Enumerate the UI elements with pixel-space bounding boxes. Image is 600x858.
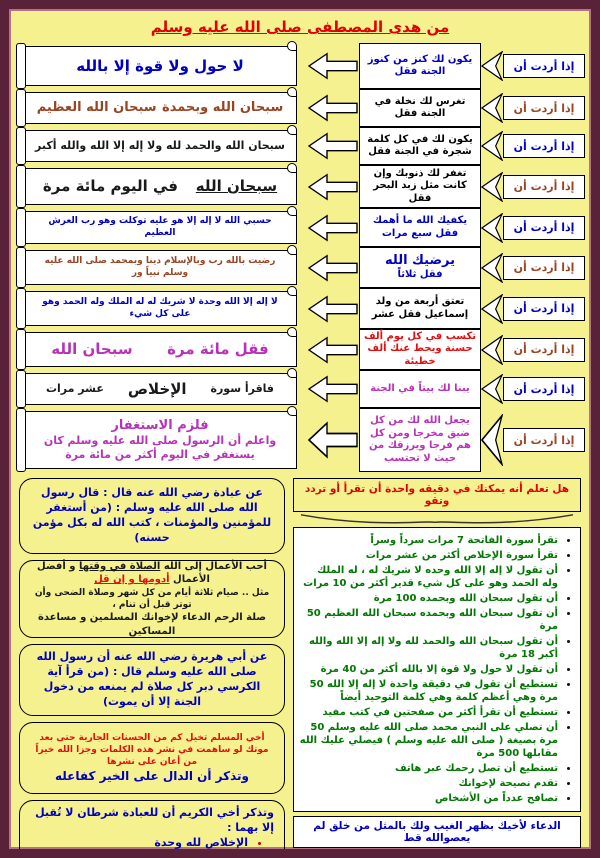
condition-text: يكون لك في كل كلمة شجرة في الجنة فقل bbox=[367, 133, 473, 157]
conditions-header: وتذكر أخي الكريم أن للعبادة شرطان لا تُقبل إلا بهما : bbox=[35, 806, 274, 835]
quotes-column bbox=[19, 478, 285, 858]
wish-label: إذا أردت أن bbox=[503, 54, 585, 78]
dhikr-part: في اليوم مائة مرة bbox=[42, 177, 178, 196]
wish-label: إذا أردت أن bbox=[503, 428, 585, 452]
quote-part: و أفضل الأعمال bbox=[37, 560, 210, 586]
condition-box bbox=[359, 127, 481, 165]
block-arrow-left-icon bbox=[307, 171, 359, 203]
list-item: • متابعة النبي عليه الصلاة والسلام bbox=[30, 851, 248, 858]
quote-box-share-reward bbox=[19, 722, 285, 794]
block-arrow-left-icon bbox=[307, 293, 359, 325]
dhikr-text bbox=[34, 340, 286, 359]
wish-label: إذا أردت أن bbox=[503, 96, 585, 120]
quote-box-istighfar bbox=[19, 478, 285, 554]
dhikr-part: سبحان الله bbox=[195, 177, 278, 196]
wishes-diagram bbox=[9, 41, 591, 472]
list-item: • تستطيع أن تصل رحمك عبر هاتف bbox=[298, 762, 558, 775]
dhikr-title: فلزم الاستغفار bbox=[111, 418, 209, 434]
list-item: • تستطيع أن تقرأ أكثر من صفحتين في كتب مفيد bbox=[298, 706, 558, 719]
dhikr-scroll bbox=[23, 92, 297, 124]
arrowhead-left-icon bbox=[481, 374, 503, 404]
wish-label: إذا أردت أن bbox=[503, 338, 585, 362]
wish-label: إذا أردت أن bbox=[503, 377, 585, 401]
condition-box bbox=[359, 165, 481, 208]
condition-text: تغفر لك ذنوبك وإن كانت مثل زبد البحر فقل bbox=[373, 167, 467, 204]
wish-label-box bbox=[481, 288, 585, 329]
dhikr-scroll bbox=[23, 250, 297, 285]
diagram-row bbox=[19, 329, 585, 370]
condition-text: يكفيك الله ما أهمك فقل سبع مرات bbox=[372, 215, 468, 239]
arrowhead-left-icon bbox=[481, 414, 503, 466]
dhikr-scroll bbox=[23, 211, 297, 244]
dhikr-scroll bbox=[23, 332, 297, 367]
wish-label: إذا أردت أن bbox=[503, 134, 585, 158]
block-arrow-left-icon bbox=[307, 50, 359, 82]
list-item: • الإخلاص لله وحدة bbox=[30, 836, 248, 851]
quote-line bbox=[30, 560, 274, 587]
quote-part: أدومها و إن قل bbox=[94, 574, 170, 586]
block-arrow-left-icon bbox=[307, 92, 359, 124]
condition-text: تعتق أربعة من ولد إسماعيل فقل عشر bbox=[371, 296, 469, 320]
dhikr-scroll bbox=[23, 46, 297, 86]
bottom-section bbox=[9, 472, 591, 858]
dhikr-text bbox=[34, 380, 286, 399]
did-you-know-header: هل تعلم أنه يمكنك في دقيقه واحدة أن تقرأ أو تردد وتقو bbox=[293, 478, 581, 512]
block-arrow-left-icon bbox=[307, 334, 359, 366]
wish-label: إذا أردت أن bbox=[503, 256, 585, 280]
quote-text: عن أبي هريرة رضي الله عنه أن رسول الله صلى الله عليه وسلم قال : (من قرأ آية الكرسي دبر كل صلاة لم يمنعه من دخول الجنة إلا أن يموت) bbox=[36, 650, 268, 708]
one-minute-list bbox=[298, 534, 572, 805]
quote-line: صلة الرحم الدعاء لإخوانك المسلمين و مساعدة المساكين bbox=[37, 612, 266, 637]
footer-banner: الدعاء لأخيك بظهر الغيب ولك بالمثل من خلق لم يعصوالله قط bbox=[293, 816, 581, 848]
dhikr-text: لا حول ولا قوة إلا بالله bbox=[76, 56, 244, 75]
dhikr-text: حسبي الله لا إله إلا هو عليه توكلت وهو رب العرش العظيم bbox=[48, 216, 272, 238]
list-item: • أن تقول سبحان الله والحمد لله ولا إله إلا الله والله أكبر 18 مرة bbox=[298, 635, 558, 661]
block-arrow-left-icon bbox=[307, 130, 359, 162]
wish-label-box bbox=[481, 127, 585, 165]
quote-red-text: أخي المسلم تخيل كم من الحسنات الجارية حتى بعد موتك لو ساهمت في نشر هذه الكلمات وجزا الله خيراً من أعان على نشرها bbox=[35, 732, 269, 767]
wish-label-box bbox=[481, 408, 585, 472]
wish-label-box bbox=[481, 165, 585, 208]
diagram-row bbox=[19, 408, 585, 472]
list-item: • تصافح عدداً من الأشخاص bbox=[298, 792, 558, 805]
diagram-row bbox=[19, 127, 585, 165]
diagram-row bbox=[19, 208, 585, 247]
quote-box-best-deeds bbox=[19, 560, 285, 638]
wish-label-box bbox=[481, 329, 585, 370]
brace-icon bbox=[293, 512, 581, 527]
dhikr-part: فاقرأ سورة bbox=[210, 382, 275, 396]
condition-box bbox=[359, 208, 481, 247]
dhikr-scroll bbox=[23, 291, 297, 326]
block-arrow-left-icon bbox=[307, 418, 359, 462]
wish-label-box bbox=[481, 370, 585, 408]
arrowhead-left-icon bbox=[481, 93, 503, 123]
diagram-row bbox=[19, 370, 585, 408]
arrowhead-left-icon bbox=[481, 335, 503, 365]
block-arrow-left-icon bbox=[307, 212, 359, 244]
list-item: • أن تقول سبحان الله وبحمده سبحان الله العظيم 50 مرة bbox=[298, 607, 558, 633]
quote-blue-text: وتذكر أن الدال على الخير كفاعله bbox=[54, 769, 250, 784]
dhikr-part: عشر مرات bbox=[45, 382, 104, 396]
dhikr-body: واعلم أن الرسول صلى الله عليه وسلم كان يستغفر في اليوم أكثر من مائة مرة bbox=[43, 434, 277, 462]
dhikr-text: رضيت بالله رب وبالإسلام دينا وبمحمد صلى الله عليه وسلم نبياً ور bbox=[44, 256, 276, 278]
one-minute-list-box bbox=[293, 527, 581, 812]
dhikr-part: الإخلاص bbox=[127, 379, 187, 398]
condition-main: يرضيك الله bbox=[385, 253, 455, 269]
condition-box bbox=[359, 288, 481, 329]
condition-text: تغرس لك نخلة في الجنة فقل bbox=[374, 95, 466, 119]
list-item: • تقدم نصيحة لإخوانك bbox=[298, 777, 558, 790]
condition-box bbox=[359, 408, 481, 472]
dhikr-part: سبحان الله bbox=[51, 340, 133, 359]
list-item: • تستطيع أن تقول في دقيقة واحدة لا إله إلا الله 50 مرة وهي أعظم كلمة وهي كلمة التوحيد أيضاً bbox=[298, 678, 558, 704]
dhikr-part: سبحان الله وبحمدة bbox=[162, 99, 284, 115]
one-minute-column bbox=[293, 478, 581, 848]
quote-box-ayat-kursi bbox=[19, 644, 285, 716]
dhikr-scroll bbox=[23, 168, 297, 205]
arrowhead-left-icon bbox=[481, 131, 503, 161]
quote-part: أحب الأعمال إلى الله bbox=[160, 560, 267, 572]
dhikr-text bbox=[34, 177, 286, 196]
list-item: • أن تقول لا حول ولا قوة إلا بالله أكثر من 40 مرة bbox=[298, 663, 558, 676]
condition-text: يجعل الله لك من كل ضيق مخرجا ومن كل هم فرجا ويرزقك من حيث لا تحتسب bbox=[369, 415, 471, 464]
arrowhead-left-icon bbox=[481, 213, 503, 243]
dhikr-scroll bbox=[23, 373, 297, 405]
quote-line: مثل .. صيام ثلاثة أيام من كل شهر وصلاة الضحى وأن توتر قبل أن تنام ، bbox=[34, 587, 270, 610]
dhikr-text: سبحان الله والحمد لله ولا إله إلا الله والله أكبر bbox=[35, 139, 285, 153]
quote-text: عن عبادة رضي الله عنه قال : قال رسول الله صلى الله عليه وسلم : (من أستغفر للمؤمنين والمؤمنات ، كتب الله له بكل مؤمن حسنه) bbox=[32, 486, 272, 544]
condition-box bbox=[359, 370, 481, 408]
list-item: • تقرأ سورة الفاتحة 7 مرات سرداً وسراً bbox=[298, 534, 558, 547]
wish-label: إذا أردت أن bbox=[503, 216, 585, 240]
condition-box bbox=[359, 43, 481, 89]
wish-label: إذا أردت أن bbox=[503, 297, 585, 321]
wish-label-box bbox=[481, 43, 585, 89]
quote-part: الصلاة في وقتها bbox=[78, 560, 161, 572]
dhikr-scroll bbox=[23, 130, 297, 162]
diagram-row bbox=[19, 43, 585, 89]
block-arrow-left-icon bbox=[307, 252, 359, 284]
dhikr-part: سبحان الله العظيم bbox=[36, 99, 157, 115]
wish-label-box bbox=[481, 247, 585, 288]
arrowhead-left-icon bbox=[481, 294, 503, 324]
condition-box bbox=[359, 247, 481, 288]
wish-label-box bbox=[481, 208, 585, 247]
quote-box-worship-conditions bbox=[19, 800, 285, 858]
condition-text: يبنا لك بيتاً في الجنة bbox=[370, 382, 470, 394]
diagram-row bbox=[19, 247, 585, 288]
condition-box bbox=[359, 329, 481, 370]
dhikr-scroll bbox=[23, 411, 297, 469]
page-title: من هدى المصطفى صلى الله عليه وسلم bbox=[150, 18, 450, 36]
conditions-list bbox=[30, 836, 274, 858]
condition-text: يكون لك كنز من كنوز الجنة فقل bbox=[367, 53, 473, 77]
list-item: • أن تقول سبحان الله وبحمده 100 مرة bbox=[298, 592, 558, 605]
list-item: • تقرأ سورة الإخلاص أكثر من عشر مرات bbox=[298, 549, 558, 562]
diagram-row bbox=[19, 288, 585, 329]
wish-label: إذا أردت أن bbox=[503, 175, 585, 199]
condition-text: تكسب في كل يوم ألف حسنة ويحط عنك ألف خطيئة bbox=[363, 330, 477, 367]
page-header bbox=[9, 9, 591, 41]
dhikr-text bbox=[34, 100, 286, 116]
diagram-row bbox=[19, 89, 585, 127]
arrowhead-left-icon bbox=[481, 51, 503, 81]
block-arrow-left-icon bbox=[307, 373, 359, 405]
dhikr-text bbox=[34, 418, 286, 462]
arrowhead-left-icon bbox=[481, 172, 503, 202]
arrowhead-left-icon bbox=[481, 253, 503, 283]
dhikr-text: لا إله إلا الله وحدة لا شريك له له الملك وله الحمد وهو على كل شيء bbox=[42, 297, 278, 319]
condition-box bbox=[359, 89, 481, 127]
list-item: • أن تقول لا إله إلا الله وحده لا شريك له ، له الملك وله الحمد وهو على كل شيء قدير أكثر من 10 مرات bbox=[298, 564, 558, 590]
list-item: • أن تصلي على النبي محمد صلى الله عليه وسلم 50 مرة بصيغة ( صلى الله عليه وسلم ) فيصلي عليك الله مقابلها 500 مرة bbox=[298, 721, 558, 760]
dhikr-part: فقل مائة مرة bbox=[167, 340, 269, 359]
diagram-row bbox=[19, 165, 585, 208]
condition-sub: فقل ثلاثاً bbox=[397, 269, 443, 281]
wish-label-box bbox=[481, 89, 585, 127]
